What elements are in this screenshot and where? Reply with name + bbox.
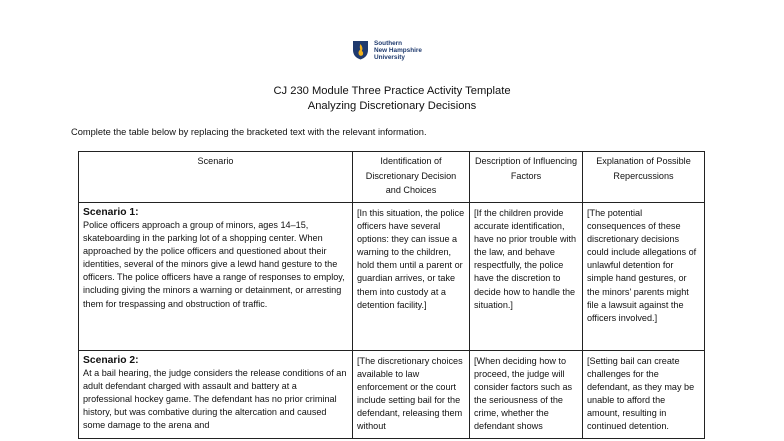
header-repercussions: Explanation of Possible Repercussions [583, 152, 705, 203]
logo-line-3: University [374, 54, 405, 61]
document-title [0, 84, 784, 114]
scenario-title: Scenario 1: [83, 207, 139, 218]
scenario-title: Scenario 2: [83, 355, 139, 366]
shield-flame-icon [352, 40, 369, 60]
header-factors: Description of Influencing Factors [470, 152, 583, 203]
scenario-text: Police officers approach a group of minors, ages 14–15, skateboarding in the parking lot of a shopping center. When approached by the police officers and questioned about their identities, several of the minors give a lewd hand gesture to the officers. The police officers have a range of responses to employ, including giving the minors a warning or detainment, or arresting them for trespassing and obstruction of traffic. [83, 220, 345, 309]
logo-line-2: New Hampshire [374, 47, 422, 54]
page-title: CJ 230 Module Three Practice Activity Template [273, 85, 511, 97]
repercussions-cell[interactable]: [The potential consequences of these discretionary decisions could include allegations of unlawful detention for simple hand gestures, or the minors' parents might file a lawsuit against the officers involved.] [583, 203, 705, 351]
activity-table [78, 151, 705, 439]
header-identification: Identification of Discretionary Decision and Choices [353, 152, 470, 203]
page-subtitle: Analyzing Discretionary Decisions [307, 100, 477, 112]
table-header-row [79, 152, 705, 203]
header-scenario: Scenario [79, 152, 353, 203]
instructions-text: Complete the table below by replacing the bracketed text with the relevant information. [71, 127, 427, 137]
table-row [79, 351, 705, 439]
logo-wordmark [374, 40, 422, 61]
factors-cell[interactable]: [When deciding how to proceed, the judge will consider factors such as the seriousness of the crime, whether the defendant shows [470, 351, 583, 439]
factors-cell[interactable]: [If the children provide accurate identification, have no prior trouble with the law, and behave respectfully, the police have the discretion to decide how to handle the situation.] [470, 203, 583, 351]
repercussions-cell[interactable]: [Setting bail can create challenges for the defendant, as they may be unable to afford the amount, resulting in continued detention. [583, 351, 705, 439]
scenario-cell[interactable] [79, 351, 353, 439]
university-logo [352, 40, 422, 61]
logo-line-1: Southern [374, 40, 403, 47]
scenario-cell[interactable] [79, 203, 353, 351]
scenario-text: At a bail hearing, the judge considers the release conditions of an adult defendant charged with assault and battery at a professional hockey game. The defendant has no prior criminal history, but was combative during the altercation and caused some damage to the arena and [83, 368, 347, 431]
identification-cell[interactable]: [In this situation, the police officers have several options: they can issue a warning to the children, hold them until a parent or guardian arrives, or take them into custody at a detention facility.] [353, 203, 470, 351]
table-row [79, 203, 705, 351]
identification-cell[interactable]: [The discretionary choices available to law enforcement or the court include setting bail for the defendant, releasing them without [353, 351, 470, 439]
